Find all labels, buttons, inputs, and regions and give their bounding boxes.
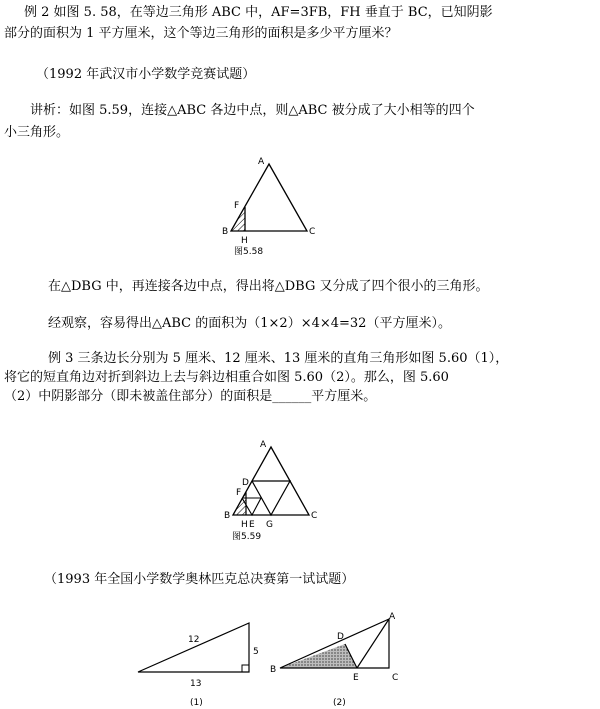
side-label-5: 5 bbox=[253, 647, 259, 657]
label-c: C bbox=[309, 227, 316, 237]
figure-5-58 bbox=[220, 152, 330, 262]
label-g: G bbox=[266, 520, 273, 530]
label-a: A bbox=[258, 157, 265, 167]
example3-line1: 例 3 三条边长分别为 5 厘米、12 厘米、13 厘米的直角三角形如图 5.60（1）， bbox=[48, 351, 509, 366]
label-f: F bbox=[234, 201, 240, 211]
side-label-12: 12 bbox=[188, 635, 200, 645]
figure-5-60-2-caption: (2) bbox=[333, 698, 346, 708]
figure-5-59 bbox=[220, 435, 330, 545]
example3-line3: （2）中阴影部分（即未被盖住部分）的面积是______平方厘米。 bbox=[4, 389, 377, 404]
shaded-region-bde bbox=[280, 644, 357, 668]
example3-line2: 将它的短直角边对折到斜边上去与斜边相重合如图 5.60（2）。那么，图 5.60 bbox=[4, 370, 449, 385]
label-e: E bbox=[353, 673, 359, 683]
example2-line1: 例 2 如图 5. 58，在等边三角形 ABC 中，AF=3FB，FH 垂直于 BC，已知阴影 bbox=[24, 5, 493, 20]
analysis-line1: 讲析：如图 5.59，连接△ABC 各边中点，则△ABC 被分成了大小相等的四个 bbox=[30, 103, 475, 118]
figure-5-60-1-caption: (1) bbox=[190, 698, 203, 708]
figure-5-60-2 bbox=[265, 610, 415, 709]
label-b: B bbox=[270, 665, 277, 675]
label-f: F bbox=[236, 488, 242, 498]
label-h: H bbox=[241, 520, 248, 530]
paragraph-area: 经观察，容易得出△ABC 的面积为（1×2）×4×4=32（平方厘米）。 bbox=[48, 316, 451, 331]
label-b: B bbox=[222, 227, 229, 237]
side-label-13: 13 bbox=[190, 679, 202, 689]
label-a: A bbox=[389, 612, 396, 622]
figure-5-59-caption: 图5.59 bbox=[232, 532, 262, 542]
label-c: C bbox=[392, 673, 399, 683]
source-1992: （1992 年武汉市小学数学竞赛试题） bbox=[36, 67, 256, 82]
label-b: B bbox=[224, 511, 231, 521]
label-e: E bbox=[249, 520, 255, 530]
label-a: A bbox=[260, 440, 267, 450]
right-triangle bbox=[138, 623, 249, 672]
analysis-line2: 小三角形。 bbox=[4, 125, 70, 140]
label-h: H bbox=[241, 236, 248, 246]
right-angle-mark bbox=[242, 665, 249, 672]
label-c: C bbox=[311, 511, 318, 521]
example2-line2: 部分的面积为 1 平方厘米，这个等边三角形的面积是多少平方厘米？ bbox=[4, 26, 398, 41]
source-1993: （1993 年全国小学数学奥林匹克总决赛第一试试题） bbox=[44, 572, 355, 587]
label-d: D bbox=[242, 478, 249, 488]
figure-5-58-caption: 图5.58 bbox=[234, 247, 264, 257]
paragraph-dbg: 在△DBG 中，再连接各边中点，得出将△DBG 又分成了四个很小的三角形。 bbox=[48, 279, 489, 294]
figure-5-60-1 bbox=[130, 615, 270, 709]
label-d: D bbox=[337, 632, 344, 642]
